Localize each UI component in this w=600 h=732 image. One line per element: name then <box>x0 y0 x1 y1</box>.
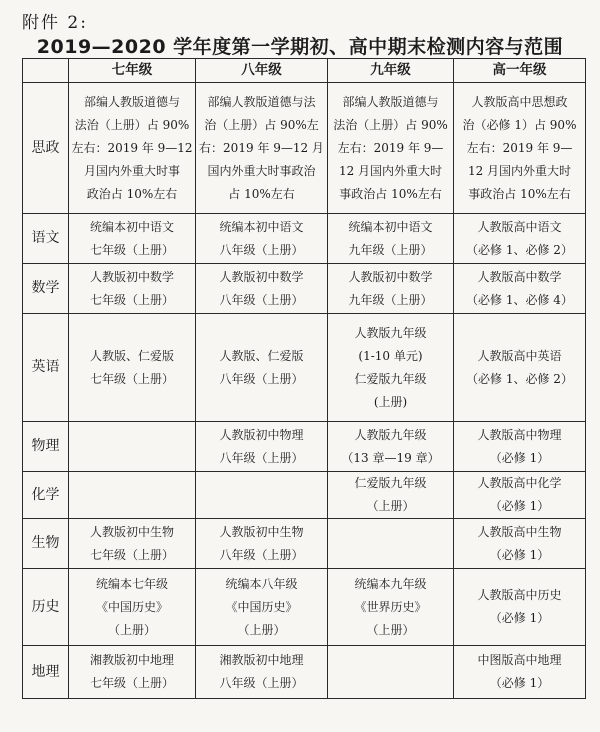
scope-line: 人教版、仁爱版 <box>89 348 174 363</box>
scope-line: 人教版高中思想政 <box>471 94 568 109</box>
table-row <box>23 646 586 699</box>
subject-cell: 思政 <box>23 83 69 214</box>
subject-cell: 地理 <box>23 646 69 699</box>
scope-cell <box>328 314 454 422</box>
scope-cell <box>196 83 328 214</box>
scope-cell <box>196 472 328 519</box>
header-corner-cell <box>23 59 69 83</box>
scope-line: 人教版初中数学 <box>89 269 174 284</box>
grade-header: 七年级 <box>69 59 196 83</box>
scope-line: 统编本初中语文 <box>219 219 304 234</box>
scope-line: 部编人教版道德与 <box>83 94 180 109</box>
scope-cell <box>196 314 328 422</box>
scope-line: 中图版高中地理 <box>477 653 562 667</box>
scope-line: （必修 1、必修 4） <box>466 292 573 307</box>
scope-line: 九年级（上册） <box>348 242 433 257</box>
scope-line: 人教版初中生物 <box>219 524 304 539</box>
scope-line: 政治占 10%左右 <box>86 186 178 201</box>
scope-cell <box>454 646 586 699</box>
scope-cell <box>69 646 196 699</box>
scope-line: 《世界历史》 <box>354 599 427 614</box>
scope-line: 事政治占 10%左右 <box>468 186 571 201</box>
scope-line: （必修 1） <box>489 611 550 625</box>
scope-line: 12 月国内外重大时 <box>467 163 572 178</box>
scope-line: 仁爱版九年级 <box>354 371 427 386</box>
document-title: 2019—2020 学年度第一学期初、高中期末检测内容与范围 <box>36 36 564 58</box>
scope-line: 统编本初中语文 <box>89 219 174 234</box>
scope-cell <box>328 214 454 264</box>
scope-cell <box>69 422 196 472</box>
scope-line: 占 10%左右 <box>228 186 295 201</box>
scope-cell <box>328 646 454 699</box>
scope-line: 部编人教版道德与 <box>342 94 439 109</box>
scope-line: 人教版高中物理 <box>477 427 562 442</box>
scope-line: 八年级（上册） <box>219 547 304 562</box>
scope-cell <box>196 646 328 699</box>
scope-cell <box>196 519 328 569</box>
scope-cell <box>454 569 586 646</box>
scope-line: 八年级（上册） <box>219 371 304 386</box>
scope-cell <box>69 519 196 569</box>
scope-line: （上册） <box>107 622 156 637</box>
table-row <box>23 422 586 472</box>
scope-cell <box>69 264 196 314</box>
scope-line: 法治（上册）占 90% <box>333 117 448 132</box>
scope-cell <box>328 264 454 314</box>
scope-line: 国内外重大时事政治 <box>207 163 316 178</box>
scope-line: 七年级（上册） <box>89 676 174 690</box>
scope-line: 治（必修 1）占 90% <box>462 117 577 132</box>
scope-line: 人教版初中数学 <box>348 269 433 284</box>
scope-line: 八年级（上册） <box>219 292 304 307</box>
scope-cell <box>328 569 454 646</box>
scope-line: 七年级（上册） <box>89 292 174 307</box>
scope-line: 左右：2019 年 9— <box>466 140 573 155</box>
scope-line: （13 章—19 章） <box>341 450 440 465</box>
scope-line: (上册) <box>373 394 408 409</box>
attachment-label: 附件 2: <box>22 13 88 33</box>
scope-line: （必修 1） <box>489 499 550 513</box>
scope-cell <box>454 214 586 264</box>
scope-line: 人教版初中生物 <box>89 524 174 539</box>
scope-line: 湘教版初中地理 <box>89 653 174 667</box>
scope-line: 人教版九年级 <box>354 427 427 442</box>
table-row <box>23 519 586 569</box>
scope-line: 月国内外重大时事 <box>83 163 180 178</box>
scope-cell <box>69 569 196 646</box>
scope-line: 治（上册）占 90%左 <box>204 117 319 132</box>
scope-line: 八年级（上册） <box>219 450 304 465</box>
exam-scope-table <box>22 58 586 699</box>
scope-line: 人教版初中物理 <box>219 427 304 442</box>
scope-line: （上册） <box>237 622 286 637</box>
scope-line: 七年级（上册） <box>89 547 174 562</box>
table-header-row <box>23 59 586 83</box>
subject-cell: 化学 <box>23 472 69 519</box>
scope-line: 统编本九年级 <box>354 576 427 591</box>
scope-cell <box>328 472 454 519</box>
scope-cell <box>454 314 586 422</box>
scope-line: 湘教版初中地理 <box>219 653 304 667</box>
scope-cell <box>454 264 586 314</box>
scope-line: 部编人教版道德与法 <box>207 94 316 109</box>
table-row <box>23 83 586 214</box>
scope-cell <box>69 214 196 264</box>
scope-line: 右：2019 年 9—12 月 <box>199 140 324 155</box>
scope-cell <box>454 472 586 519</box>
scope-line: 左右：2019 年 9—12 <box>71 140 193 155</box>
scope-line: 八年级（上册） <box>219 676 304 690</box>
scope-line: 人教版高中数学 <box>477 269 562 284</box>
scope-line: （必修 1、必修 2） <box>466 371 573 386</box>
subject-cell: 英语 <box>23 314 69 422</box>
scope-cell <box>454 519 586 569</box>
scope-line: 仁爱版九年级 <box>354 476 427 490</box>
scope-line: （必修 1、必修 2） <box>466 242 573 257</box>
scope-line: 事政治占 10%左右 <box>339 186 442 201</box>
scope-line: （必修 1） <box>489 547 550 562</box>
scope-line: 12 月国内外重大时 <box>338 163 443 178</box>
grade-header: 高一年级 <box>454 59 586 83</box>
scope-line: 统编本八年级 <box>225 576 298 591</box>
scope-cell <box>328 422 454 472</box>
scope-line: (1-10 单元) <box>358 348 423 363</box>
table-row <box>23 214 586 264</box>
scope-cell <box>196 422 328 472</box>
scope-cell <box>69 472 196 519</box>
subject-cell: 历史 <box>23 569 69 646</box>
subject-cell: 语文 <box>23 214 69 264</box>
table-row <box>23 314 586 422</box>
scope-line: （必修 1） <box>489 676 550 690</box>
scope-cell <box>69 314 196 422</box>
scope-line: 人教版初中数学 <box>219 269 304 284</box>
scope-cell <box>196 214 328 264</box>
scope-line: 左右：2019 年 9— <box>337 140 444 155</box>
subject-cell: 物理 <box>23 422 69 472</box>
scope-cell <box>196 569 328 646</box>
scope-line: 《中国历史》 <box>225 599 298 614</box>
scope-line: 人教版九年级 <box>354 325 427 340</box>
grade-header: 八年级 <box>196 59 328 83</box>
scope-line: （必修 1） <box>489 450 550 465</box>
scope-line: 统编本初中语文 <box>348 219 433 234</box>
scope-line: 《中国历史》 <box>95 599 168 614</box>
scope-cell <box>328 83 454 214</box>
scope-line: （上册） <box>366 622 415 637</box>
table-row <box>23 264 586 314</box>
grade-header: 九年级 <box>328 59 454 83</box>
scope-line: 人教版高中语文 <box>477 219 562 234</box>
scope-line: 七年级（上册） <box>89 371 174 386</box>
scope-line: 人教版高中生物 <box>477 524 562 539</box>
table-row <box>23 569 586 646</box>
scope-line: 七年级（上册） <box>89 242 174 257</box>
table-row <box>23 472 586 519</box>
scope-line: 法治（上册）占 90% <box>74 117 190 132</box>
scope-cell <box>454 83 586 214</box>
scope-cell <box>328 519 454 569</box>
scope-line: 统编本七年级 <box>95 576 168 591</box>
scope-line: 人教版高中英语 <box>477 348 562 363</box>
subject-cell: 生物 <box>23 519 69 569</box>
scope-line: 人教版高中化学 <box>477 476 562 490</box>
scope-cell <box>454 422 586 472</box>
scope-line: 九年级（上册） <box>348 292 433 307</box>
scope-line: 八年级（上册） <box>219 242 304 257</box>
scope-line: 人教版高中历史 <box>477 588 562 602</box>
subject-cell: 数学 <box>23 264 69 314</box>
scope-line: （上册） <box>366 499 415 513</box>
scope-cell <box>69 83 196 214</box>
scope-cell <box>196 264 328 314</box>
scope-line: 人教版、仁爱版 <box>219 348 304 363</box>
